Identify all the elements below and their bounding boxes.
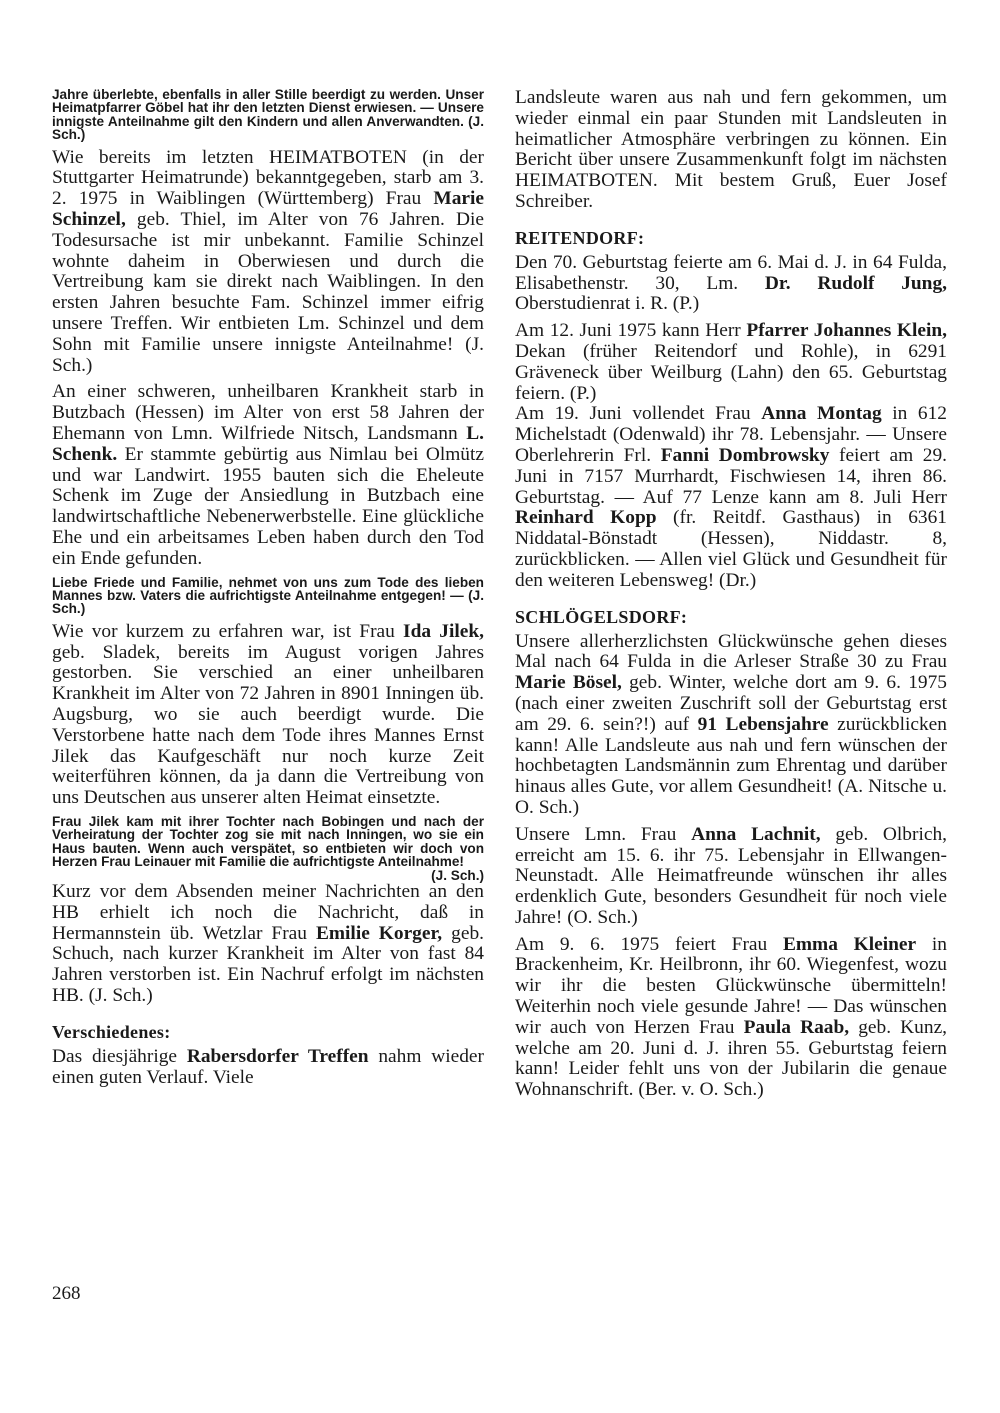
heading-schloegelsdorf: SCHLÖGELSDORF:: [515, 606, 688, 627]
heading-verschiedenes: Verschiedenes:: [52, 1021, 171, 1042]
name-anna-lachnit: Anna Lachnit,: [691, 823, 821, 845]
name-emilie-korger: Emilie Korger,: [315, 922, 443, 944]
name-ida-jilek: Ida Jilek,: [403, 620, 484, 642]
signature-jilek: (J. Sch.): [431, 867, 484, 883]
name-marie-schinzel: Marie Schinzel,: [52, 188, 484, 231]
name-anna-montag: Anna Montag: [761, 403, 882, 425]
paragraph-landsleute: Landsleute waren aus nah und fern gekommen, um wieder einmal ein paar Stunden mit Landsleuten in heimatlicher Atmosphäre verbringen zu können. Ein Bericht über unsere Zusammenkunft folgt im nächsten HEIMATBOTEN. Mit bestem Gruß, Euer Josef Schreiber.: [515, 87, 947, 212]
name-rabersdorfer-treffen: Rabersdorfer Treffen: [186, 1045, 369, 1067]
paragraph-small-jilek: Frau Jilek kam mit ihrer Tochter nach Bobingen und nach der Verheiratung der Tochter zog sie mit nach Inningen, wo sie ein Haus bauten. Wenn auch verspätet, so entbieten wir doch von Herzen Frau Leinauer mit Familie die aufrichtigste Anteilnahme!: [52, 813, 484, 870]
page-number: 268: [52, 1283, 81, 1304]
paragraph-montag: Am 19. Juni vollendet Frau Anna Montag in 612 Michelstadt (Odenwald) ihr 78. Lebensjahr. — Unsere Oberlehrerin Frl. Fanni Dombrowsky feiert am 29. Juni in 7157 Murrhardt, Fischwiesen 14, ihren 86. Geburtstag. — Auf 77 Lenze kann am 8. Juli Herr Reinhard Kopp (fr. Reitdf. Gasthaus) in 6361 Niddatal-Bönstadt (Hessen), Niddastr. 8, zurückblicken. — Allen viel Glück und Gesundheit für den weiteren Lebensweg! (Dr.): [515, 403, 947, 591]
paragraph-klein: Am 12. Juni 1975 kann Herr Pfarrer Johannes Klein, Dekan (früher Reitendorf und Rohle), in 6291 Gräveneck über Weilburg (Lahn) den 65. Geburtstag feiern. (P.): [515, 320, 948, 404]
name-marie-boesel: Marie Bösel,: [515, 672, 622, 694]
right-column: [515, 88, 947, 1101]
paragraph-rabersdorfer: Das diesjährige Rabersdorfer Treffen nahm wieder einen guten Verlauf. Viele: [52, 1045, 484, 1088]
paragraph-korger: Kurz vor dem Absenden meiner Nachrichten an den HB erhielt ich noch die Nachricht, daß in Hermannstein üb. Wetzlar Frau Emilie Korger, geb. Schuch, nach kurzer Krankheit im Alter von fast 84 Jahren verstorben ist. Ein Nachruf erfolgt im nächsten HB. (J. Sch.): [52, 880, 484, 1006]
paragraph-small-schenk: Liebe Friede und Familie, nehmet von uns zum Tode des lieben Mannes bzw. Vaters die aufrichtigste Anteilnahme entgegen! — (J. Sch.): [52, 574, 484, 617]
paragraph-lachnit: Unsere Lmn. Frau Anna Lachnit, geb. Olbrich, erreicht am 15. 6. ihr 75. Lebensjahr in Ellwangen-Neunstadt. Alle Heimatfreunde wünschen ihr alles erdenklich Gute, besonders Gesundheit für noch viele Jahre! (O. Sch.): [515, 823, 947, 928]
name-l-schenk: L. Schenk.: [52, 422, 484, 465]
paragraph-schenk: An einer schweren, unheilbaren Krankheit starb in Butzbach (Hessen) im Alter von erst 58 Jahren der Ehemann von Lmn. Wilfriede Nitsch, Landsmann L. Schenk. Er stammte gebürtig aus Nimlau bei Olmütz und war Landwirt. 1955 bauten sich die Eheleute Schenk im Zuge der Ansiedlung in Butzbach eine landwirtschaftliche Nebenerwerbstelle. Eine glückliche Ehe und ein arbeitsames Leben haben durch den Tod ein Ende gefunden.: [52, 381, 484, 569]
name-johannes-klein: Pfarrer Johannes Klein,: [746, 320, 948, 342]
name-rudolf-jung: Dr. Rudolf Jung,: [764, 272, 948, 294]
paragraph-jung: Den 70. Geburtstag feierte am 6. Mai d. J. in 64 Fulda, Elisabethenstr. 30, Lm. Dr. Rudolf Jung, Oberstudienrat i. R. (P.): [515, 251, 948, 315]
paragraph-schinzel: Wie bereits im letzten HEIMATBOTEN (in der Stuttgarter Heimatrunde) bekanntgegeben, starb am 3. 2. 1975 in Waiblingen (Württemberg) Frau Marie Schinzel, geb. Thiel, im Alter von 76 Jahren. Die Todesursache ist mir unbekannt. Familie Schinzel wohnte daheim in Oberwiesen und durch die Vertreibung kam sie direkt nach Waiblingen. In den ersten Jahren besuchte Fam. Schinzel immer eifrig unsere Treffen. Wir entbieten Lm. Schinzel und dem Sohn mit Familie unsere innigste Anteilnahme! (J. Sch.): [52, 146, 484, 376]
name-paula-raab: Paula Raab,: [743, 1016, 850, 1038]
heading-reitendorf: REITENDORF:: [515, 227, 645, 248]
paragraph-small-intro: Jahre überlebte, ebenfalls in aller Stille beerdigt zu werden. Unser Heimatpfarrer Göbel hat ihr den letzten Dienst erwiesen. — Unsere innigste Anteilnahme gilt den Kindern und allen Anverwandten. (J. Sch.): [52, 87, 484, 143]
paragraph-jilek: Wie vor kurzem zu erfahren war, ist Frau Ida Jilek, geb. Sladek, bereits im August vorigen Jahres gestorben. Sie verschied an einer unheilbaren Krankheit im Alter von 72 Jahren in 8901 Inningen üb. Augsburg, wo sie auch beerdigt wurde. Die Verstorbene hatte nach dem Tode ihres Mannes Ernst Jilek das Kaufgeschäft nur noch kurze Zeit weiterführen können, da ja dann die Vertreibung von uns Deutschen aus unserer alten Heimat einsetzte.: [52, 620, 484, 809]
name-91-lebensjahre: 91 Lebensjahre: [697, 713, 829, 735]
name-emma-kleiner: Emma Kleiner: [782, 933, 917, 955]
name-fanni-dombrowsky: Fanni Dombrowsky: [660, 444, 830, 466]
name-reinhard-kopp: Reinhard Kopp: [515, 507, 657, 529]
paragraph-kleiner: Am 9. 6. 1975 feiert Frau Emma Kleiner in Brackenheim, Kr. Heilbronn, ihr 60. Wiegenfest, wozu wir ihr die besten Glückwünsche übermitteln! Weiterhin noch viele gesunde Jahre! — Das wünschen wir auch von Herzen Frau Paula Raab, geb. Kunz, welche am 20. Juni d. J. ihren 55. Geburtstag feiern kann! Leider fehlt uns von der Jubilarin die genaue Wohnanschrift. (Ber. v. O. Sch.): [515, 933, 948, 1101]
paragraph-boesel: Unsere allerherzlichsten Glückwünsche gehen dieses Mal nach 64 Fulda in die Arleser Straße 30 zu Frau Marie Bösel, geb. Winter, welche dort am 9. 6. 1975 (nach einer zweiten Zuschrift soll der Geburtstag erst am 29. 6. sein?!) auf 91 Lebensjahre zurückblicken kann! Alle Landsleute aus nah und fern wünschen der hochbetagten Landsmännin zum Ehrentag und darüber hinaus alles Gute, vor allem Gesundheit! (A. Nitsche u. O. Sch.): [515, 630, 947, 818]
left-column: [52, 88, 484, 1088]
